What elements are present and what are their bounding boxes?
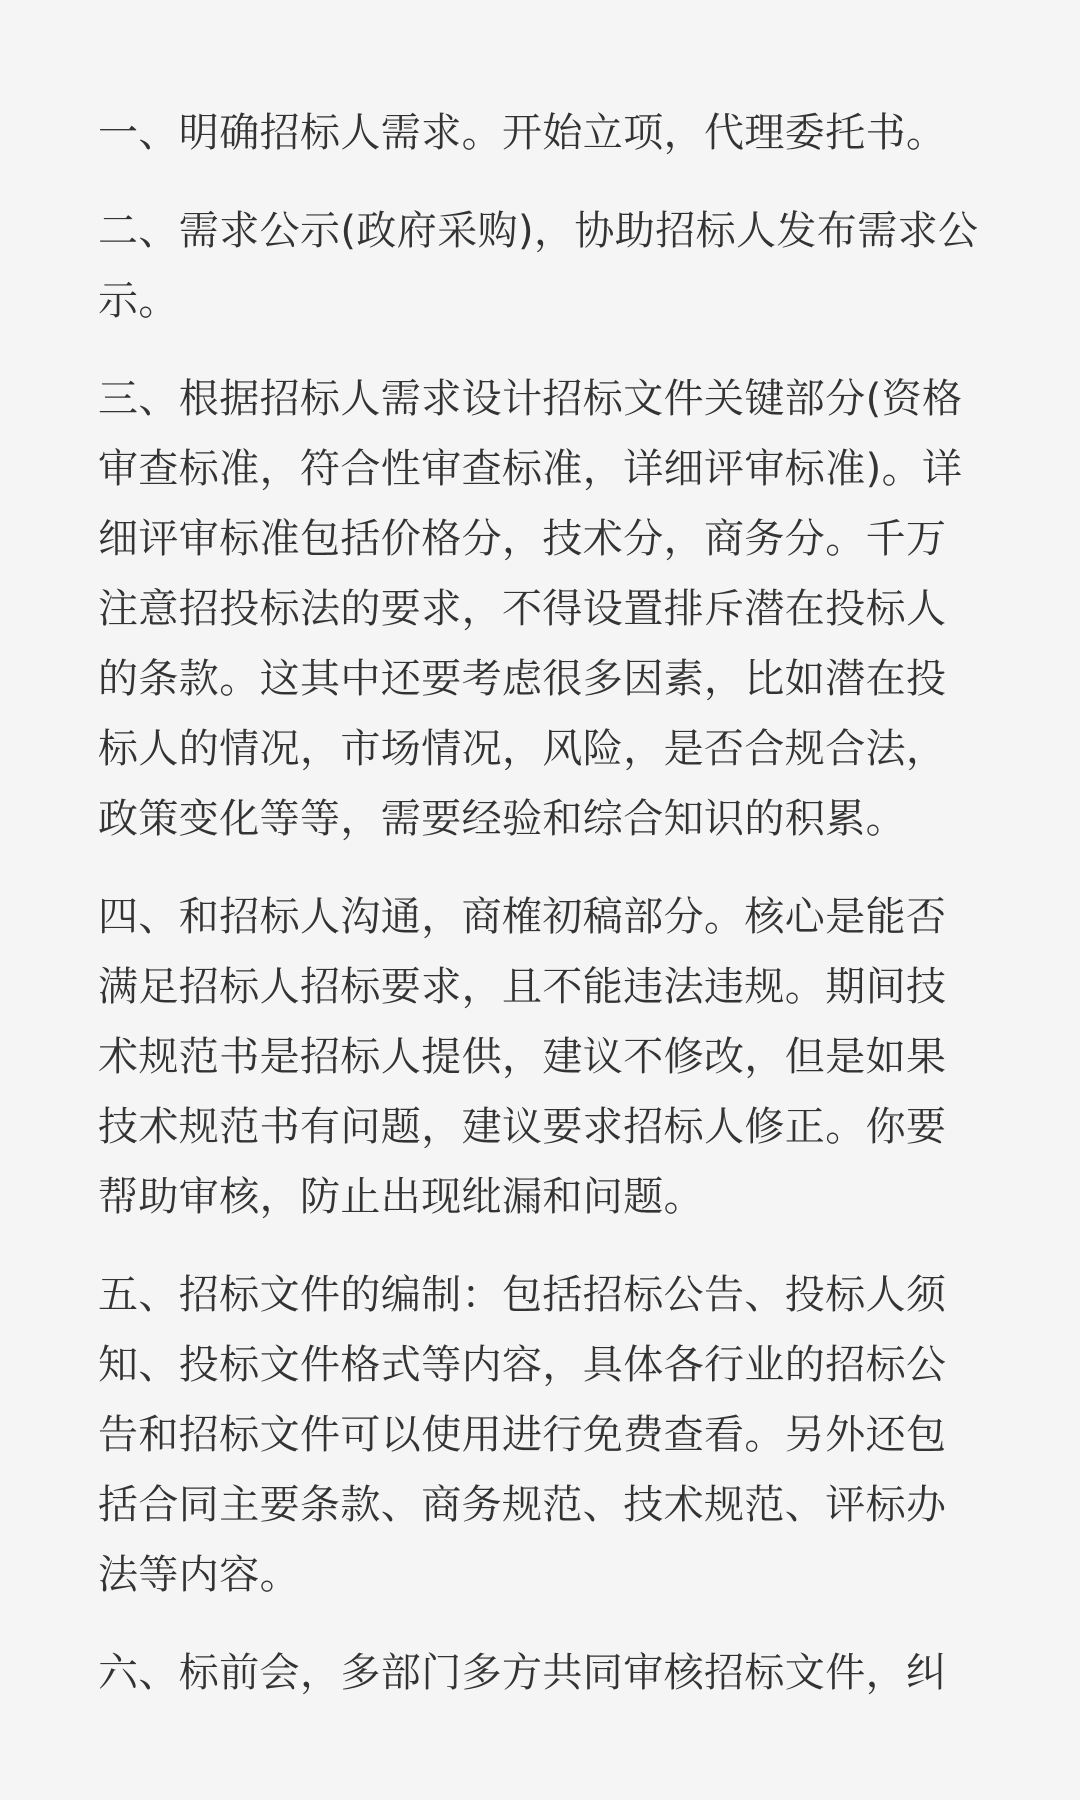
paragraph-5: 五、招标文件的编制：包括招标公告、投标人须知、投标文件格式等内容，具体各行业的招标公告和招标文件可以使用进行免费查看。另外还包括合同主要条款、商务规范、技术规范、评标办法等内容。 bbox=[98, 1272, 947, 1598]
paragraph-3: 三、根据招标人需求设计招标文件关键部分(资格审查标准，符合性审查标准，详细评审标准)。详细评审标准包括价格分，技术分，商务分。千万注意招投标法的要求，不得设置排斥潜在投标人的条款。这其中还要考虑很多因素，比如潜在投标人的情况，市场情况，风险，是否合规合法，政策变化等等，需要经验和综合知识的积累。 bbox=[98, 376, 963, 842]
paragraph-6: 六、标前会，多部门多方共同审核招标文件，纠 bbox=[98, 1650, 947, 1696]
paragraph-1: 一、明确招标人需求。开始立项，代理委托书。 bbox=[98, 110, 947, 156]
paragraph-4: 四、和招标人沟通，商榷初稿部分。核心是能否满足招标人招标要求，且不能违法违规。期间技术规范书是招标人提供，建议不修改，但是如果技术规范书有问题，建议要求招标人修正。你要帮助审核，防止出现纰漏和问题。 bbox=[98, 894, 947, 1220]
article-body bbox=[98, 98, 986, 1708]
paragraph-2: 二、需求公示(政府采购)，协助招标人发布需求公示。 bbox=[98, 208, 979, 324]
